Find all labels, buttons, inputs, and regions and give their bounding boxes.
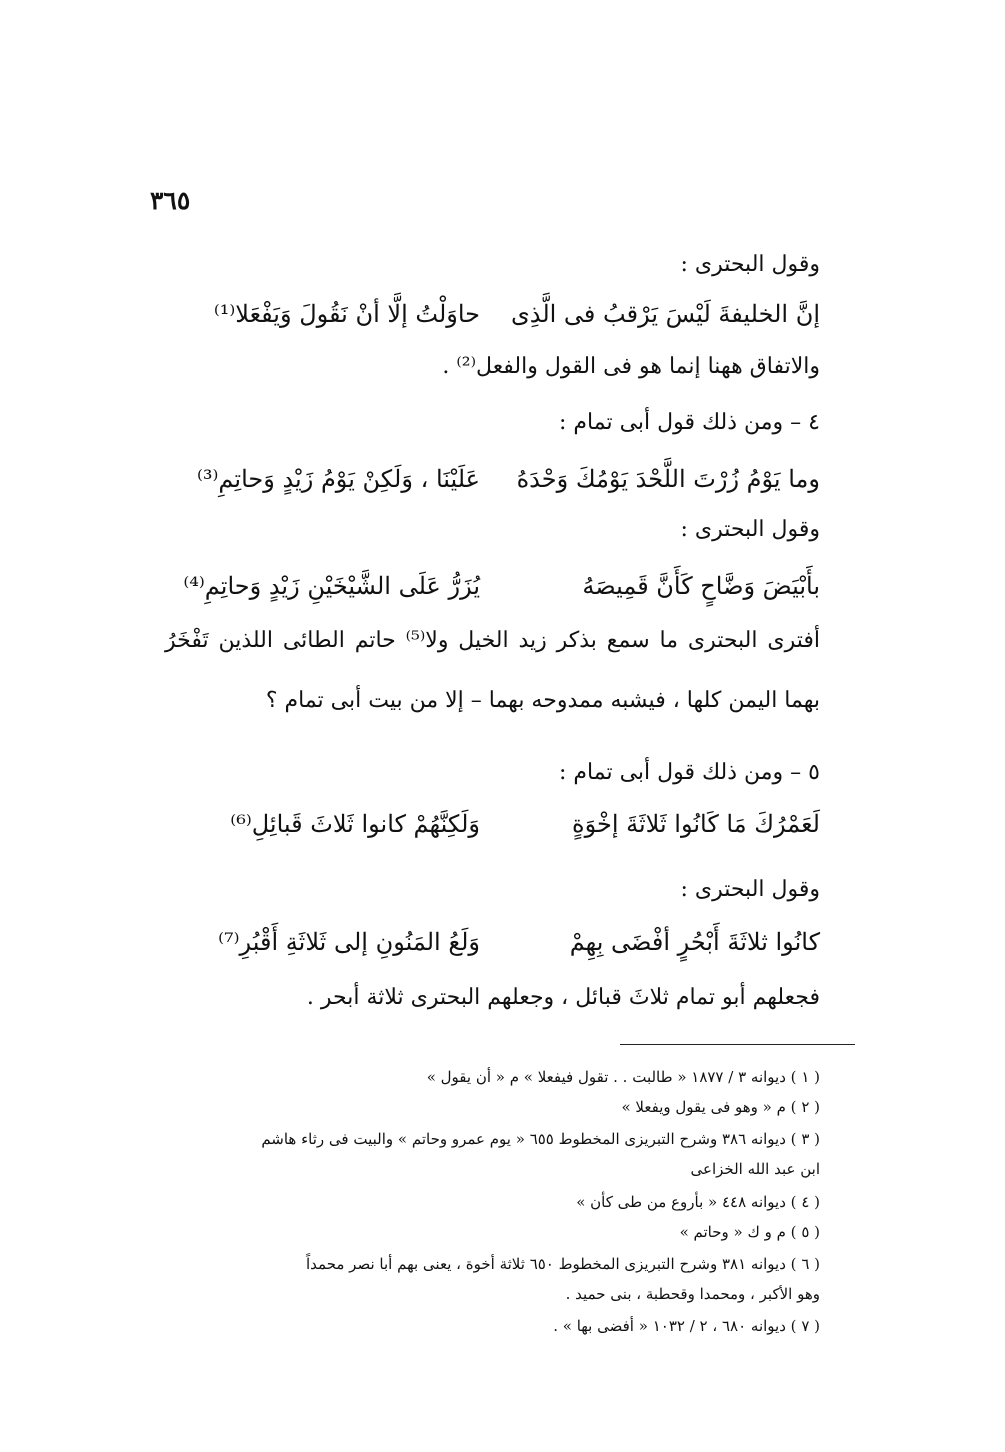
footnote: ( ٧ ) ديوانه ٦٨٠ ، ٢ / ١٠٣٢ « أفضى بها » .	[553, 1317, 820, 1335]
footnote: ( ١ ) ديوانه ٣ / ١٨٧٧ « طالبت . . تقول فيفعلا » م « أن يقول »	[426, 1068, 820, 1086]
footnote: ( ٥ ) م و ك « وحاتم »	[679, 1223, 820, 1241]
text-line: فجعلهم أبو تمام ثلاثَ قبائل ، وجعلهم البحترى ثلاثة أبحر .	[306, 985, 820, 1010]
verse-hemistich-first: بأَبْيَضَ وَضَّاحٍ كَأَنَّ قَمِيصَهُ	[582, 572, 820, 600]
footnote: ( ٢ ) م « وهو فى يقول ويفعلا »	[621, 1098, 820, 1116]
footnote-continuation: وهو الأكبر ، ومحمدا وقحطبة ، بنى حميد .	[565, 1285, 820, 1303]
text-line: وقول البحترى :	[680, 517, 820, 542]
section-heading: ٥ – ومن ذلك قول أبى تمام :	[559, 760, 820, 785]
page-number: ٣٦٥	[150, 186, 191, 215]
verse-hemistich-first: وما يَوْمُ زُرْتَ اللَّحْدَ يَوْمُكَ وَحْدَهُ	[516, 465, 820, 493]
text-line: أفترى البحترى ما سمع بذكر زيد الخيل ولا⁽⁵⁾ حاتم الطائى اللذين تَفْخَرُ	[165, 628, 820, 653]
text-line: والاتفاق ههنا إنما هو فى القول والفعل⁽²⁾ .	[442, 354, 820, 379]
verse-hemistich-first: إنَّ الخليفةَ لَيْسَ يَرْقبُ فى الَّذِى	[510, 300, 820, 328]
verse-hemistich-first: لَعَمْرُكَ مَا كَانُوا ثَلاثَةَ إخْوَةٍ	[572, 810, 820, 838]
footnote-continuation: ابن عبد الله الخزاعى	[690, 1160, 820, 1178]
footnote: ( ٤ ) ديوانه ٤٤٨ « بأروع من طى كأن »	[576, 1193, 820, 1211]
verse-hemistich-second: وَلَكِنَّهُمْ كانوا ثَلاثَ قَبائِلِ⁽⁶⁾	[230, 810, 480, 838]
verse-hemistich-first: كانُوا ثلاثَةَ أَبْحُرٍ أفْضَى بِهِمْ	[569, 928, 820, 956]
verse-hemistich-second: عَلَيْنَا ، وَلَكِنْ يَوْمُ زَيْدٍ وَحاتِمِ⁽³⁾	[197, 465, 480, 493]
text-line: وقول البحترى :	[680, 252, 820, 277]
verse	[230, 810, 820, 839]
footnote: ( ٦ ) ديوانه ٣٨١ وشرح التبريزى المخطوط ٦٥٠ ثلاثة أخوة ، يعنى بهم أبا نصر محمداً	[305, 1255, 820, 1273]
section-heading: ٤ – ومن ذلك قول أبى تمام :	[559, 410, 820, 435]
verse	[197, 465, 820, 494]
text-line: بهما اليمن كلها ، فيشبه ممدوحه بهما – إلا من بيت أبى تمام ؟	[265, 688, 820, 713]
text-line: وقول البحترى :	[680, 877, 820, 902]
verse-hemistich-second: وَلَعُ المَنُونِ إلى ثَلاثَةِ أَقْبُرِ⁽⁷⁾	[218, 928, 480, 956]
footnote-divider	[620, 1044, 855, 1045]
verse-hemistich-second: يُزَرُّ عَلَى الشَّيْخَيْنِ زَيْدٍ وَحاتِمِ⁽⁴⁾	[183, 572, 480, 600]
verse-hemistich-second: حاوَلْتُ إلَّا أنْ نَقُولَ وَيَفْعَلا⁽¹⁾	[213, 300, 480, 328]
verse	[218, 928, 820, 957]
footnote: ( ٣ ) ديوانه ٣٨٦ وشرح التبريزى المخطوط ٦٥٥ « يوم عمرو وحاتم » والبيت فى رثاء هاشم	[261, 1130, 820, 1148]
verse	[214, 300, 820, 329]
verse	[183, 572, 820, 601]
